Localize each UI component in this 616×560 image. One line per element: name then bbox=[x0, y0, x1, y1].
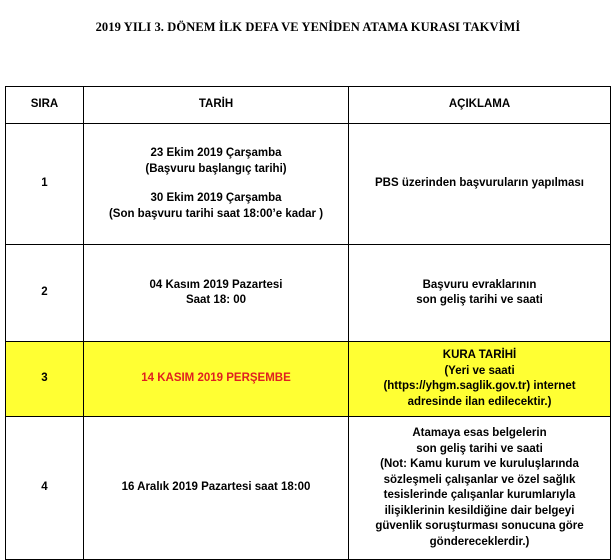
description-line: tesislerinde çalışanlar kurumlarıyla bbox=[383, 489, 576, 501]
date-line: 14 KASIM 2019 PERŞEMBE bbox=[141, 372, 291, 385]
schedule-table bbox=[5, 86, 611, 560]
date-line: 30 Ekim 2019 Çarşamba bbox=[150, 192, 282, 204]
description-line: adresinde ilan edilecektir.) bbox=[407, 395, 552, 408]
date-cell bbox=[84, 124, 349, 245]
table-row-highlighted bbox=[6, 342, 611, 417]
description-line: sözleşmeli çalışanlar ve özel sağlık bbox=[383, 473, 576, 486]
table-row bbox=[6, 124, 611, 245]
date-line: 04 Kasım 2019 Pazartesi bbox=[149, 278, 283, 291]
description-line: son geliş tarihi ve saati bbox=[416, 442, 543, 455]
description-line: (Not: Kamu kurum ve kuruluşlarında bbox=[380, 458, 579, 470]
document-title: 2019 YILI 3. DÖNEM İLK DEFA VE YENİDEN ATAMA KURASI TAKVİMİ bbox=[95, 20, 521, 34]
description-line: göndereceklerdir.) bbox=[429, 535, 530, 548]
description-cell bbox=[349, 124, 611, 245]
date-cell bbox=[84, 417, 349, 560]
description-line: PBS üzerinden başvuruların yapılması bbox=[375, 177, 584, 190]
header-tarih: TARİH bbox=[84, 87, 349, 124]
date-cell bbox=[84, 342, 349, 417]
description-line: (Yeri ve saati bbox=[444, 364, 515, 377]
description-line: son geliş tarihi ve saati bbox=[416, 294, 543, 306]
date-cell bbox=[84, 245, 349, 342]
description-cell bbox=[349, 417, 611, 560]
description-line: KURA TARİHİ bbox=[442, 349, 517, 361]
row-number: 1 bbox=[6, 124, 84, 245]
row-number: 2 bbox=[6, 245, 84, 342]
description-line: Başvuru evraklarının bbox=[422, 278, 537, 291]
date-line: 23 Ekim 2019 Çarşamba bbox=[150, 147, 282, 159]
table-row bbox=[6, 245, 611, 342]
description-cell bbox=[349, 245, 611, 342]
header-sira: SIRA bbox=[6, 87, 84, 124]
header-aciklama: AÇIKLAMA bbox=[349, 87, 611, 124]
description-cell bbox=[349, 342, 611, 417]
date-line: (Son başvuru tarihi saat 18:00’e kadar ) bbox=[108, 207, 324, 220]
header-row bbox=[6, 87, 611, 124]
date-line: (Başvuru başlangıç tarihi) bbox=[145, 162, 287, 175]
row-number: 4 bbox=[6, 417, 84, 560]
description-line: ilişiklerinin kesildiğine dair belgeyi bbox=[384, 504, 575, 517]
date-line: 16 Aralık 2019 Pazartesi saat 18:00 bbox=[121, 481, 311, 494]
table-row bbox=[6, 417, 611, 560]
description-line: güvenlik soruşturması sonucuna göre bbox=[375, 520, 584, 532]
description-line: Atamaya esas belgelerin bbox=[412, 427, 547, 439]
date-line: Saat 18: 00 bbox=[185, 294, 247, 306]
description-line: (https://yhgm.saglik.gov.tr) internet bbox=[383, 380, 576, 392]
row-number: 3 bbox=[6, 342, 84, 417]
